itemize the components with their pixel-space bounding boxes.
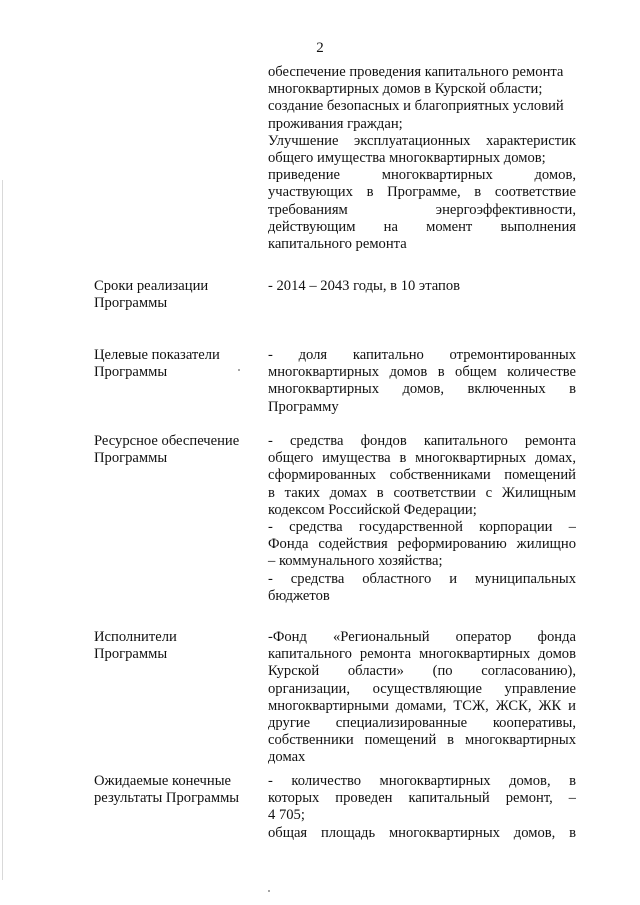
text-line: проживания граждан; (268, 115, 403, 132)
text-line: требованиям энергоэффективности, (268, 201, 576, 218)
text-line: действующим на момент выполнения (268, 218, 576, 235)
intro-continuation (268, 64, 576, 253)
label-line: Целевые показатели (94, 347, 220, 363)
text-line: капитального ремонта многоквартирных домов (268, 646, 576, 663)
text-line: сформированных собственниками помещений (268, 467, 576, 484)
text-line: общего имущества в многоквартирных домах, (268, 450, 576, 467)
text-line: - средства государственной корпорации – (268, 518, 576, 535)
text-line: Программу (268, 398, 339, 415)
text-line: участвующих в Программе, в соответствие (268, 184, 576, 201)
label-line: Ресурсное обеспечение (94, 433, 240, 449)
label-line: Исполнители (94, 629, 177, 645)
row-label-executors (94, 629, 259, 663)
text-line: – коммунального хозяйства; (268, 553, 443, 570)
text-line: которых проведен капитальный ремонт, – (268, 790, 576, 807)
text-line: - количество многоквартирных домов, в (268, 773, 576, 789)
text-line: собственники помещений в многоквартирных (268, 732, 576, 749)
text-line: Фонда содействия реформированию жилищно (268, 536, 576, 553)
row-text-targets (268, 347, 576, 416)
text-line: многоквартирных домов в общем количестве (268, 364, 576, 381)
label-line: Программы (94, 295, 168, 312)
row-text-expected-results (268, 773, 576, 842)
text-line: -Фонд «Региональный оператор фонда (268, 629, 576, 645)
text-line: другие специализированные кооперативы, (268, 714, 576, 731)
text-line: обеспечение проведения капитального ремонта (268, 64, 564, 80)
label-line: Ожидаемые конечные (94, 773, 231, 789)
text-line: домах (268, 749, 306, 766)
row-label-targets (94, 347, 259, 381)
row-label-expected-results (94, 773, 259, 807)
text-line: - средства фондов капитального ремонта (268, 433, 576, 449)
row-text-executors (268, 629, 576, 767)
page-number: 2 (316, 40, 324, 56)
text-line: 4 705; (268, 807, 305, 824)
text-line: создание безопасных и благоприятных условий (268, 98, 564, 115)
row-label-resources (94, 433, 259, 467)
text-line: общая площадь многоквартирных домов, в (268, 824, 576, 841)
text-line: Улучшение эксплуатационных характеристик (268, 132, 576, 149)
text-line: многоквартирными домами, ТСЖ, ЖСК, ЖК и (268, 697, 576, 714)
text-line: - 2014 – 2043 годы, в 10 этапов (268, 278, 461, 294)
label-line: Программы (94, 364, 168, 381)
text-line: многоквартирных домов, включенных в (268, 381, 576, 398)
text-line: Курской области» (по согласованию), (268, 663, 576, 680)
label-line: Программы (94, 450, 168, 467)
text-line: бюджетов (268, 587, 330, 604)
row-text-resources (268, 433, 576, 605)
label-line: Программы (94, 646, 168, 663)
text-line: приведение многоквартирных домов, (268, 167, 576, 184)
text-line: - средства областного и муниципальных (268, 570, 576, 587)
text-line: в таких домах в соответствии с Жилищным (268, 484, 576, 501)
row-text-timeline (268, 278, 576, 295)
text-line: кодексом Российской Федерации; (268, 501, 477, 518)
scan-speck (268, 890, 270, 892)
text-line: общего имущества многоквартирных домов; (268, 149, 546, 166)
text-line: - доля капитально отремонтированных (268, 347, 576, 363)
row-label-timeline (94, 278, 259, 312)
scan-edge-shadow (2, 180, 3, 880)
text-line: капитального ремонта (268, 235, 407, 252)
label-line: результаты Программы (94, 790, 240, 807)
text-line: многоквартирных домов в Курской области; (268, 81, 543, 98)
text-line: организации, осуществляющие управление (268, 680, 576, 697)
label-line: Сроки реализации (94, 278, 209, 294)
